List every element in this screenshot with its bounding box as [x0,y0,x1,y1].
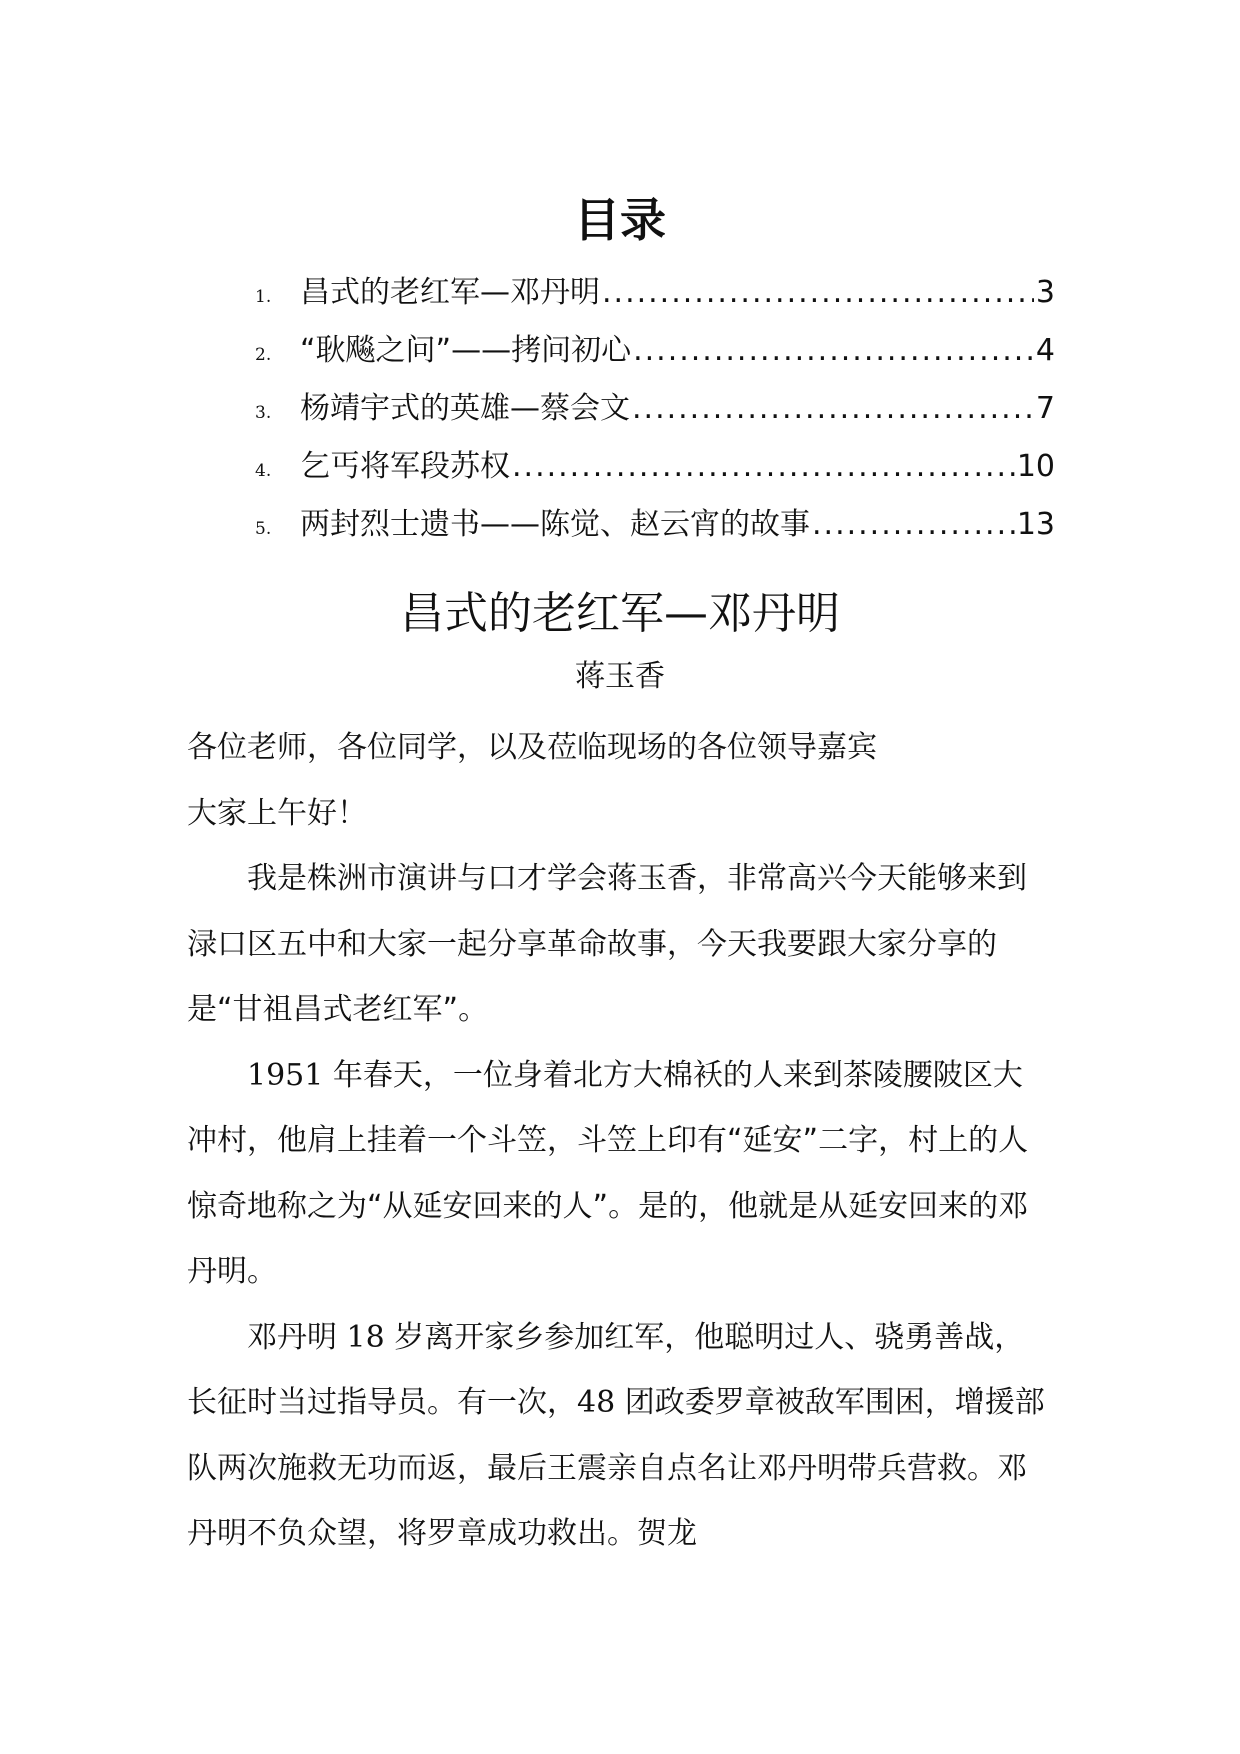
toc-entry-number: 5. [255,519,272,539]
toc-entry-title: 杨靖宇式的英雄—蔡会文 [300,391,630,426]
toc-entry-page: 3 [1035,275,1055,310]
toc-entry[interactable] [255,384,1055,434]
toc-dot-leader [632,384,1034,434]
paragraph-text: 年春天，一位身着北方大棉袄的人来到茶陵腰陂区大冲村，他肩上挂着一个斗笠，斗笠上印有“延安”二字，村上的人惊奇地称之为“从延安回来的人”。是的，他就是从延安回来的邓丹明。 [187,1057,1029,1289]
toc-dot-leader [602,268,1034,318]
toc-entry-title: 昌式的老红军—邓丹明 [300,275,600,310]
body-paragraph [187,1305,1047,1567]
body-paragraph: 我是株洲市演讲与口才学会蒋玉香，非常高兴今天能够来到渌口区五中和大家一起分享革命故事，今天我要跟大家分享的是“甘祖昌式老红军”。 [187,861,1027,1027]
year-number: 1951 [247,1057,324,1093]
toc-entry[interactable] [255,442,1055,492]
toc-title: 目录 [574,193,666,247]
toc-entry-number: 2. [255,345,272,365]
toc-entry-title: “耿飚之问”——拷问初心 [300,333,632,368]
toc-entry-title: 乞丐将军段苏权 [300,449,510,484]
toc-entry-title: 两封烈士遗书——陈觉、赵云宵的故事 [300,507,810,542]
age-number: 18 [346,1319,385,1355]
toc-entry-page: 4 [1035,333,1055,368]
toc-entry-page: 7 [1035,391,1055,426]
body-paragraph [187,1043,1047,1305]
greeting-line: 大家上午好！ [187,795,367,831]
article-body [187,715,1047,1567]
toc-entry[interactable] [255,268,1055,318]
article-title: 昌式的老红军—邓丹明 [400,588,840,639]
toc-dot-leader [812,500,1015,550]
toc-entry-number: 4. [255,461,272,481]
toc-entry-number: 3. [255,403,272,423]
paragraph-text: 岁离开家乡参加红军，他聪明过人、骁勇善战，长征时当过指导员。有一次， [187,1319,1025,1420]
toc-entry-page: 10 [1016,449,1055,484]
paragraph-text: 团政委罗章被敌军围困，增援部队两次施救无功而返，最后王震亲自点名让邓丹明带兵营救。邓丹明不负众望，将罗章成功救出。贺龙 [187,1385,1045,1551]
toc-dot-leader [512,442,1015,492]
toc-entry-number: 1. [255,287,272,307]
paragraph-text: 邓丹明 [247,1319,347,1355]
toc-entry[interactable] [255,500,1055,550]
greeting-line: 各位老师，各位同学，以及莅临现场的各位领导嘉宾 [187,730,877,765]
article-author: 蒋玉香 [575,659,665,694]
toc-entry-page: 13 [1016,507,1055,542]
toc-dot-leader [633,326,1034,376]
regiment-number: 48 [577,1385,616,1420]
toc-entry[interactable] [255,326,1055,376]
